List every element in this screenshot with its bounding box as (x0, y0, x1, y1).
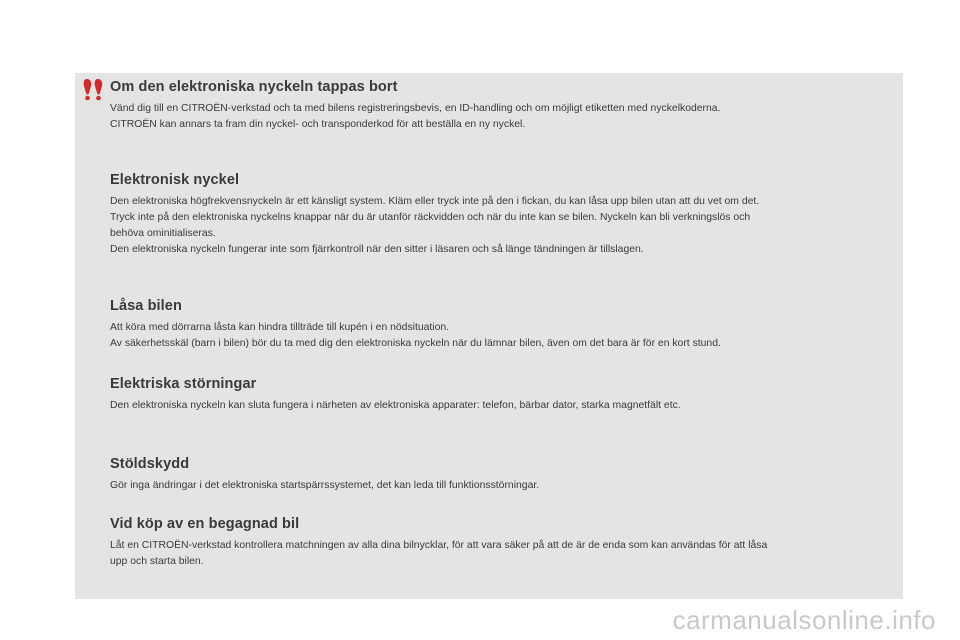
section-used-car (110, 516, 895, 570)
text-line: Vänd dig till en CITROËN-verkstad och ta med bilens registreringsbevis, en ID-handling och om möjligt etiketten med nyckelkoderna. (110, 103, 721, 114)
section-heading: Stöldskydd (110, 456, 190, 472)
watermark: carmanualsonline.info (672, 605, 936, 635)
section-anti-theft (110, 456, 895, 494)
section-heading: Om den elektroniska nyckeln tappas bort (110, 79, 398, 95)
section-heading: Elektriska störningar (110, 376, 257, 392)
text-line: Av säkerhetsskäl (barn i bilen) bör du ta med dig den elektroniska nyckeln när du lämnar bilen, även om det bara är för en kort stund. (110, 338, 721, 349)
text-line: Den elektroniska nyckeln fungerar inte som fjärrkontroll när den sitter i läsaren och så länge tändningen är tillslagen. (110, 244, 644, 255)
text-line: Tryck inte på den elektroniska nyckelns knappar när du är utanför räckvidden och när du inte kan se bilen. Nyckeln kan bli verkningslös och (110, 212, 751, 223)
text-line: CITROËN kan annars ta fram din nyckel- och transponderkod för att beställa en ny nyckel. (110, 119, 526, 130)
text-line: Att köra med dörrarna låsta kan hindra tillträde till kupén i en nödsituation. (110, 322, 450, 333)
section-body (110, 320, 895, 352)
text-line: Den elektroniska nyckeln kan sluta fungera i närheten av elektroniska apparater: telefon, bärbar dator, starka magnetfält etc. (110, 400, 681, 411)
section-body (110, 398, 895, 414)
section-body (110, 101, 895, 133)
section-heading: Låsa bilen (110, 298, 182, 314)
section-body (110, 538, 895, 570)
section-electrical-interference (110, 376, 895, 414)
warning-exclamation-icon (83, 77, 105, 101)
section-body (110, 478, 895, 494)
section-electronic-key (110, 172, 895, 258)
text-line: Gör inga ändringar i det elektroniska startspärrssystemet, det kan leda till funktionsstörningar. (110, 480, 540, 491)
section-heading: Vid köp av en begagnad bil (110, 516, 300, 532)
section-heading: Elektronisk nyckel (110, 172, 240, 188)
section-lock-car (110, 298, 895, 352)
text-line: Den elektroniska högfrekvensnyckeln är ett känsligt system. Kläm eller tryck inte på den i fickan, du kan låsa upp bilen utan att du vet om det. (110, 196, 760, 207)
text-line: upp och starta bilen. (110, 556, 204, 567)
text-line: Låt en CITROËN-verkstad kontrollera matchningen av alla dina bilnycklar, för att vara säker på att de är de enda som kan användas för att låsa (110, 540, 768, 551)
section-lost-key (110, 79, 895, 133)
section-body (110, 194, 895, 258)
text-line: behöva ominitialiseras. (110, 228, 216, 239)
